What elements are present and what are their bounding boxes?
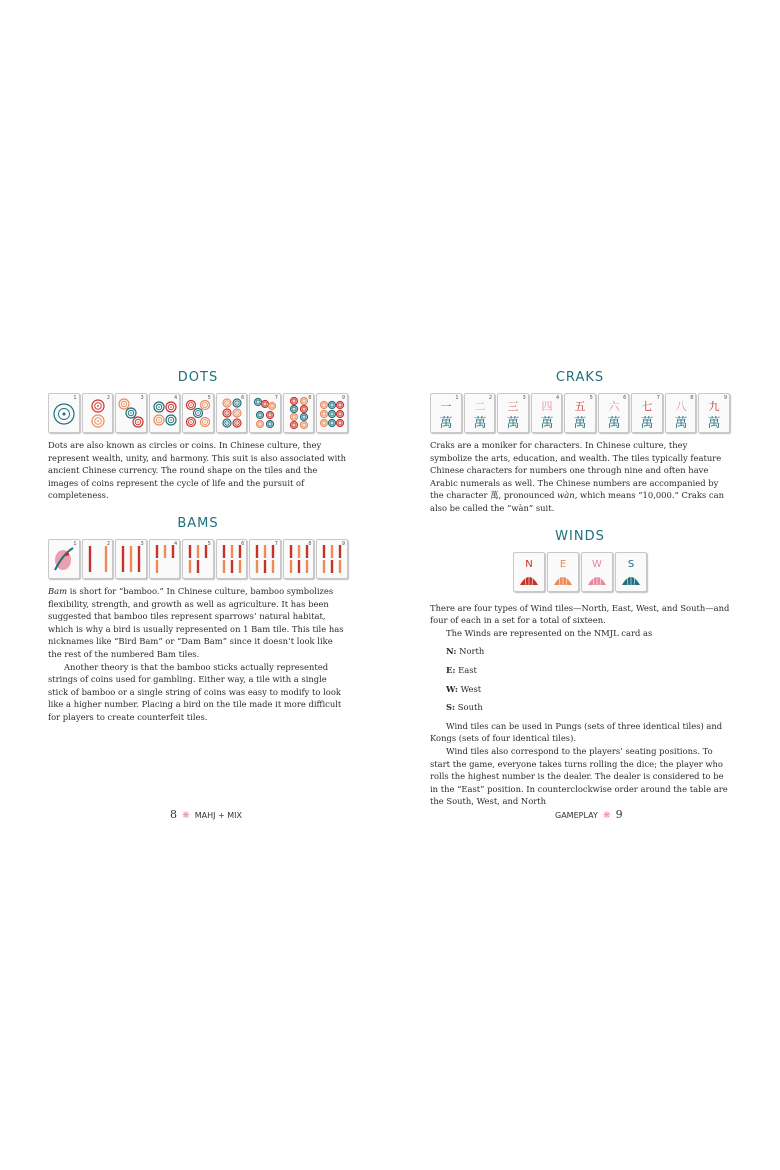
winds-tile-row <box>430 552 730 592</box>
tile-number: 1 <box>73 395 77 401</box>
bam-tile <box>48 539 80 579</box>
winds-paragraph-2: The Winds are represented on the NMJL card as <box>446 627 653 638</box>
winds-paragraph-1: There are four types of Wind tiles—North, East, West, and South—and four of each in a set for a total of sixteen. <box>430 602 730 626</box>
crak-number-char: 八 <box>675 400 687 413</box>
wind-letter: E <box>559 558 567 570</box>
crak-wan-char: 萬 <box>540 416 554 431</box>
dot-tile <box>48 393 80 433</box>
wind-value: East <box>455 664 477 675</box>
wind-letter: N <box>525 558 533 570</box>
tile-number: 9 <box>341 540 346 547</box>
tile-number: 8 <box>308 395 312 401</box>
wind-tile-art <box>582 553 612 591</box>
wind-value: South <box>455 702 483 713</box>
tile-number: 6 <box>241 540 245 547</box>
tile-number: 6 <box>241 395 245 401</box>
wind-tile-art <box>616 553 646 591</box>
right-footer <box>555 808 623 821</box>
wind-letter: W <box>592 558 602 570</box>
tile-number: 6 <box>623 395 627 401</box>
right-running-title: GAMEPLAY <box>555 811 598 820</box>
right-page-number: 9 <box>615 808 623 821</box>
crak-number-char: 五 <box>574 400 586 413</box>
right-page <box>430 370 730 808</box>
bam-tile <box>115 539 147 579</box>
flower-icon: ❋ <box>602 811 611 821</box>
crak-tile <box>665 393 697 433</box>
wind-value: West <box>457 683 482 694</box>
winds-heading: WINDS <box>555 528 605 544</box>
crak-tile <box>564 393 596 433</box>
dots-tile-row <box>48 393 348 433</box>
wind-tile <box>581 552 613 592</box>
tile-number: 8 <box>690 395 694 401</box>
dot-tile <box>283 393 315 433</box>
tile-number: 3 <box>522 395 526 401</box>
craks-paragraph-b: which means “10,000.” Craks can also be called the “wàn” suit. <box>430 490 724 513</box>
bam-tile <box>316 539 348 579</box>
crak-tile <box>497 393 529 433</box>
crak-number-char: 二 <box>474 400 486 413</box>
left-footer <box>170 808 242 821</box>
wind-tile <box>513 552 545 592</box>
dot-tile <box>216 393 248 433</box>
crak-tile <box>598 393 630 433</box>
bams-paragraph-1-text: is short for “bamboo.” In Chinese culture, bamboo symbolizes flexibility, strength, and growth as well as agriculture. It has been suggested that bamboo tiles represent sparrows’ natural habitat, which is why a bird is usually represented on 1 Bam tile. This tile has nicknames like “Bird Bam” or “Dam Bam” since it doesn’t look like the rest of the numbered Bam tiles. <box>48 585 344 659</box>
dot-tile <box>82 393 114 433</box>
crak-number-char: 七 <box>641 400 653 413</box>
crak-tile <box>430 393 462 433</box>
bam-italic: Bam <box>48 585 68 596</box>
bam-tile <box>216 539 248 579</box>
crak-tile <box>698 393 730 433</box>
dot-tile <box>249 393 281 433</box>
tile-number: 2 <box>106 395 111 401</box>
bam-tile <box>249 539 281 579</box>
tile-number: 5 <box>207 540 211 547</box>
wind-tile-art <box>548 553 578 591</box>
tile-number: 9 <box>341 395 346 401</box>
crak-wan-char: 萬 <box>607 416 621 431</box>
crak-tile <box>464 393 496 433</box>
bams-heading: BAMS <box>177 515 219 531</box>
tile-number: 1 <box>455 395 459 401</box>
wind-tile <box>547 552 579 592</box>
winds-paragraph-4: Wind tiles also correspond to the players’ seating positions. To start the game, everyone takes turns rolling the dice; the player who rolls the highest number is the dealer. The dealer is considered to be in the “East” position. In counterclockwise order around the table are the South, West, and North <box>430 745 728 807</box>
craks-paragraph-a: Craks are a moniker for characters. In Chinese culture, they symbolize the arts, education, and wealth. The tiles typically feature Chinese characters for numbers one through nine and often have Arabic numerals as well. The Chinese numbers are accompanied by the character 萬, pronounced <box>430 440 722 501</box>
crak-wan-char: 萬 <box>674 416 688 431</box>
wind-list-item <box>446 683 730 696</box>
dot-tile <box>182 393 214 433</box>
tile-number: 4 <box>556 395 560 401</box>
dots-heading: DOTS <box>177 370 219 385</box>
craks-heading: CRAKS <box>555 370 605 385</box>
tile-number: 2 <box>106 540 111 547</box>
dot-tile <box>316 393 348 433</box>
dots-paragraph: Dots are also known as circles or coins. In Chinese culture, they represent wealth, unity, and harmony. This suit is also associated with ancient Chinese currency. The round shape on the tiles and the images of coins represent the cycle of life and the pursuit of completeness. <box>48 440 347 501</box>
crak-wan-char: 萬 <box>473 416 487 431</box>
craks-paragraph <box>430 439 730 515</box>
craks-tile-row <box>430 393 730 433</box>
tile-number: 9 <box>723 395 728 401</box>
crak-wan-char: 萬 <box>573 416 587 431</box>
wind-key: W: <box>446 683 458 694</box>
wind-key: S: <box>446 702 456 713</box>
tile-number: 7 <box>274 395 278 401</box>
wind-letter: S <box>627 558 635 570</box>
tile-number: 8 <box>308 540 312 547</box>
wan-italic: wàn, <box>557 490 578 501</box>
crak-number-char: 三 <box>507 400 519 413</box>
flower-icon: ❋ <box>182 811 190 821</box>
crak-wan-char: 萬 <box>707 416 721 431</box>
winds-list <box>430 645 730 713</box>
crak-number-char: 四 <box>541 400 553 413</box>
tile-number: 7 <box>656 395 660 401</box>
wind-list-item <box>446 701 730 714</box>
bam-tile <box>283 539 315 579</box>
tile-number: 3 <box>140 540 144 547</box>
dot-tile <box>149 393 181 433</box>
tile-number: 2 <box>488 395 493 401</box>
crak-wan-char: 萬 <box>506 416 520 431</box>
tile-number: 3 <box>140 395 144 401</box>
crak-number-char: 六 <box>608 400 620 413</box>
winds-paragraph-3: Wind tiles can be used in Pungs (sets of three identical tiles) and Kongs (sets of four identical tiles). <box>430 720 723 744</box>
bam-tile <box>82 539 114 579</box>
bams-paragraph-2: Another theory is that the bamboo sticks actually represented strings of coins used for gambling. Either way, a tile with a single stick of bamboo or a single string of coins was easy to modify to look like a higher number. Placing a bird on the tile made it more difficult for players to create counterfeit tiles. <box>48 661 342 722</box>
left-page-number: 8 <box>170 808 177 821</box>
crak-tile <box>531 393 563 433</box>
crak-number-char: 九 <box>708 400 720 413</box>
wind-tile <box>615 552 647 592</box>
tile-number: 1 <box>73 540 77 547</box>
wind-value: North <box>456 646 485 657</box>
tile-number: 7 <box>274 540 278 547</box>
dot-tile <box>115 393 147 433</box>
crak-wan-char: 萬 <box>439 416 453 431</box>
bams-paragraph-1 <box>48 585 348 661</box>
wind-tile-art <box>514 553 544 591</box>
tile-number: 4 <box>174 540 178 547</box>
tile-number: 4 <box>174 395 178 401</box>
crak-number-char: 一 <box>440 400 452 413</box>
wind-key: E: <box>446 664 456 675</box>
crak-wan-char: 萬 <box>640 416 654 431</box>
left-running-title: MAHJ + MIX <box>194 811 243 820</box>
left-page <box>48 370 348 724</box>
tile-number: 5 <box>207 395 211 401</box>
wind-key: N: <box>446 646 457 657</box>
bam-tile <box>149 539 181 579</box>
wind-list-item <box>446 645 730 658</box>
wind-list-item <box>446 664 730 677</box>
tile-number: 5 <box>589 395 593 401</box>
bam-tile <box>182 539 214 579</box>
bams-tile-row <box>48 539 348 579</box>
crak-tile <box>631 393 663 433</box>
